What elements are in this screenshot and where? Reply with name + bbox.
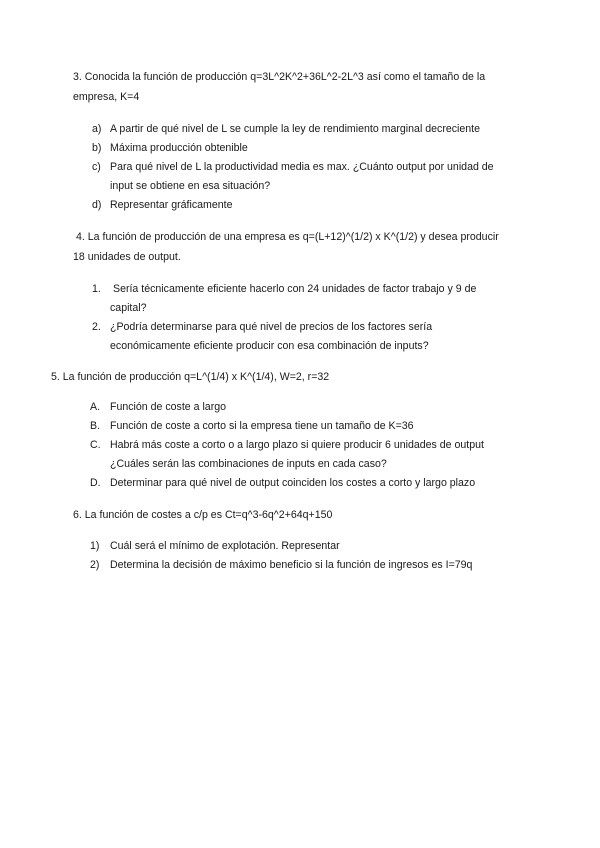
q6-item-1-text: Cuál será el mínimo de explotación. Representar: [110, 540, 340, 552]
q3-item-a-marker: a): [92, 123, 102, 135]
q3-item-d-marker: d): [92, 199, 102, 211]
q5-item-c-text-line-2: ¿Cuáles serán las combinaciones de inputs en cada caso?: [110, 458, 387, 470]
q5-item-d-marker: D.: [90, 477, 101, 489]
q3-item-d-text: Representar gráficamente: [110, 199, 233, 211]
q4-item-2-text-line-2: económicamente eficiente producir con esa combinación de inputs?: [110, 340, 429, 352]
q3-item-c-text-line-1: Para qué nivel de L la productividad media es max. ¿Cuánto output por unidad de: [110, 161, 494, 173]
q5-item-c-text-line-1: Habrá más coste a corto o a largo plazo si quiere producir 6 unidades de output: [110, 439, 484, 451]
q3-statement-line-2: empresa, K=4: [73, 91, 140, 103]
q4-item-1-text-line-1: Sería técnicamente eficiente hacerlo con 24 unidades de factor trabajo y 9 de: [113, 283, 477, 295]
q3-item-c-marker: c): [92, 161, 101, 173]
q6-item-2-marker: 2): [90, 559, 100, 571]
q6-statement: 6. La función de costes a c/p es Ct=q^3-6q^2+64q+150: [73, 509, 333, 521]
q4-item-1-marker: 1.: [92, 283, 101, 295]
q6-item-1-marker: 1): [90, 540, 100, 552]
q3-item-c-text-line-2: input se obtiene en esa situación?: [110, 180, 271, 192]
q5-item-d-text: Determinar para qué nivel de output coinciden los costes a corto y largo plazo: [110, 477, 476, 489]
q4-statement-line-1: 4. La función de producción de una empresa es q=(L+12)^(1/2) x K^(1/2) y desea producir: [76, 231, 499, 243]
q3-item-a-text: A partir de qué nivel de L se cumple la ley de rendimiento marginal decreciente: [110, 123, 481, 135]
q6-item-2-text: Determina la decisión de máximo beneficio si la función de ingresos es I=79q: [110, 559, 473, 571]
q5-item-a-text: Función de coste a largo: [110, 401, 227, 413]
q4-statement-line-2: 18 unidades de output.: [73, 251, 181, 263]
q5-item-b-text: Función de coste a corto si la empresa tiene un tamaño de K=36: [110, 420, 414, 432]
q5-item-a-marker: A.: [90, 401, 101, 413]
q3-item-b-text: Máxima producción obtenible: [110, 142, 248, 154]
q3-item-b-marker: b): [92, 142, 102, 154]
q4-item-2-marker: 2.: [92, 321, 101, 333]
q5-item-c-marker: C.: [90, 439, 101, 451]
q4-item-2-text-line-1: ¿Podría determinarse para qué nivel de precios de los factores sería: [110, 321, 433, 333]
q5-statement: 5. La función de producción q=L^(1/4) x K^(1/4), W=2, r=32: [51, 371, 330, 383]
q5-item-b-marker: B.: [90, 420, 101, 432]
q4-item-1-text-line-2: capital?: [110, 302, 147, 314]
q3-statement-line-1: 3. Conocida la función de producción q=3L^2K^2+36L^2-2L^3 así como el tamaño de la: [73, 71, 486, 83]
